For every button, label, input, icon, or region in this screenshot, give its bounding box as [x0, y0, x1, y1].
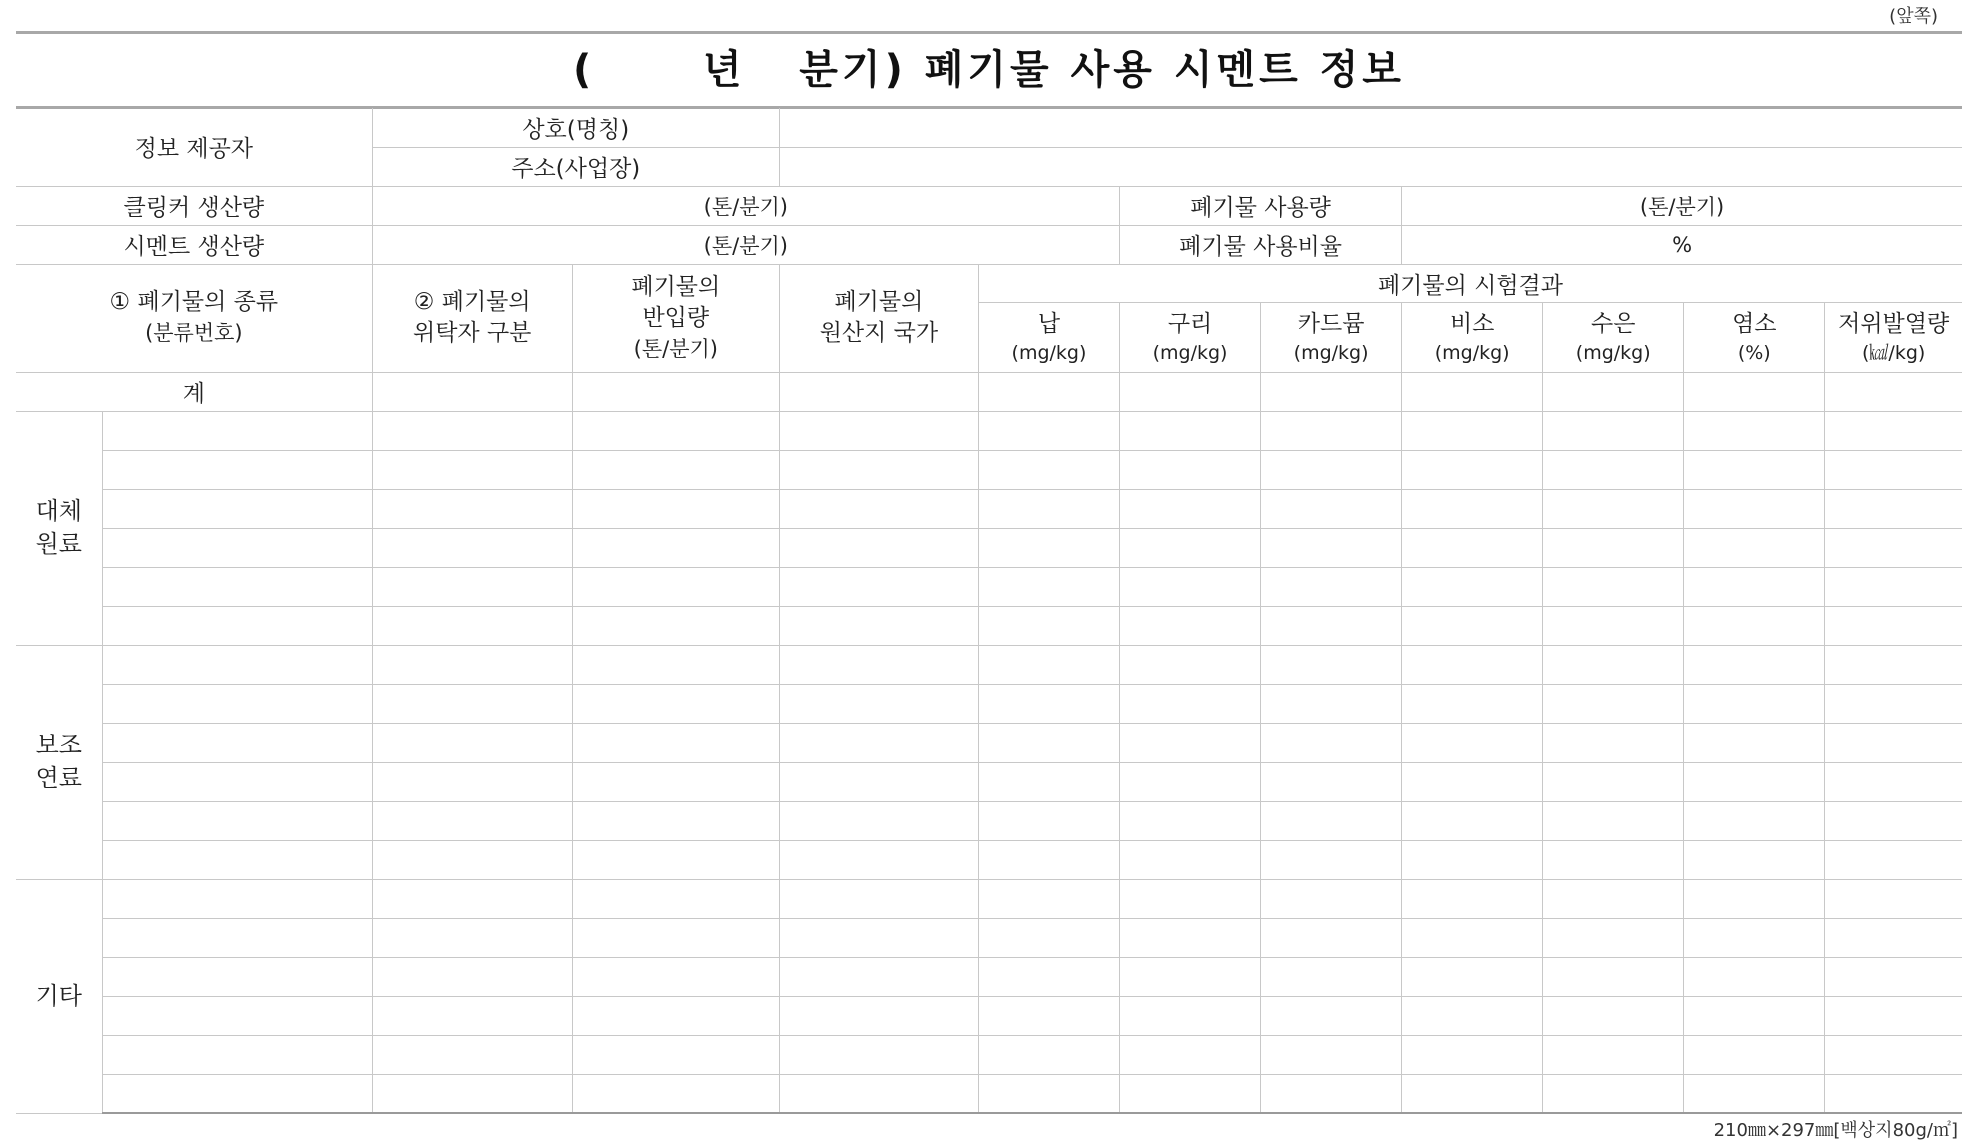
cell[interactable] — [1684, 450, 1825, 489]
cell[interactable] — [372, 879, 572, 918]
total-row — [16, 372, 1962, 411]
cell[interactable] — [1120, 879, 1261, 918]
cell[interactable] — [1825, 879, 1962, 918]
cell[interactable] — [1120, 450, 1261, 489]
cell[interactable] — [779, 840, 978, 879]
cell[interactable] — [1120, 684, 1261, 723]
clinker-field[interactable] — [372, 186, 1119, 225]
cell[interactable] — [1684, 606, 1825, 645]
cell[interactable] — [1825, 957, 1962, 996]
cell[interactable] — [1543, 996, 1684, 1035]
intake-header-line1: 폐기물의 — [631, 273, 721, 300]
cell[interactable] — [372, 840, 572, 879]
cell[interactable] — [1120, 489, 1261, 528]
table-row — [16, 567, 1962, 606]
category-aux-fuel: 보조 연료 — [16, 645, 102, 879]
cell[interactable] — [1261, 684, 1402, 723]
cell[interactable] — [102, 411, 372, 450]
cell[interactable] — [1684, 1035, 1825, 1074]
cell[interactable] — [1825, 684, 1962, 723]
cell[interactable] — [1543, 762, 1684, 801]
cell[interactable] — [978, 645, 1119, 684]
cell[interactable] — [1402, 762, 1543, 801]
page-side-note: (앞쪽) — [1889, 6, 1938, 27]
cell[interactable] — [1543, 957, 1684, 996]
cell[interactable] — [102, 645, 372, 684]
cell[interactable] — [1402, 528, 1543, 567]
cell[interactable] — [1261, 606, 1402, 645]
cell[interactable] — [1684, 372, 1825, 411]
waste-usage-label: 폐기물 사용량 — [1120, 186, 1402, 225]
test-arsenic-header: 비소 (mg/kg) — [1402, 302, 1543, 372]
cell[interactable] — [1825, 801, 1962, 840]
cell[interactable] — [1120, 801, 1261, 840]
category-alt-raw: 대체 원료 — [16, 411, 102, 645]
test-copper-header: 구리 (mg/kg) — [1120, 302, 1261, 372]
cell[interactable] — [572, 801, 779, 840]
cell[interactable] — [978, 567, 1119, 606]
cell[interactable] — [372, 450, 572, 489]
table-row — [16, 411, 1962, 450]
cell[interactable] — [1825, 723, 1962, 762]
cell[interactable] — [372, 645, 572, 684]
cell[interactable] — [1543, 801, 1684, 840]
table-row — [16, 879, 1962, 918]
cell[interactable] — [1684, 996, 1825, 1035]
cell[interactable] — [1402, 1035, 1543, 1074]
cell[interactable] — [1261, 372, 1402, 411]
cell[interactable] — [1684, 879, 1825, 918]
cell[interactable] — [1402, 996, 1543, 1035]
cell[interactable] — [102, 801, 372, 840]
cell[interactable] — [779, 489, 978, 528]
cell[interactable] — [1261, 957, 1402, 996]
cell[interactable] — [372, 411, 572, 450]
cell[interactable] — [1120, 840, 1261, 879]
cell[interactable] — [572, 840, 779, 879]
cell[interactable] — [978, 879, 1119, 918]
table-row — [16, 489, 1962, 528]
cell[interactable] — [1402, 957, 1543, 996]
cell[interactable] — [102, 567, 372, 606]
cement-label: 시멘트 생산량 — [16, 225, 372, 264]
waste-type-header-line2: (분류번호) — [145, 321, 243, 345]
cell[interactable] — [1261, 567, 1402, 606]
cell[interactable] — [1684, 411, 1825, 450]
cell[interactable] — [1261, 879, 1402, 918]
cell[interactable] — [1543, 645, 1684, 684]
cell[interactable] — [1261, 489, 1402, 528]
cell[interactable] — [1684, 840, 1825, 879]
cell[interactable] — [372, 372, 572, 411]
waste-usage-field[interactable] — [1402, 186, 1962, 225]
cell[interactable] — [1261, 723, 1402, 762]
cell[interactable] — [779, 567, 978, 606]
waste-ratio-field[interactable] — [1402, 225, 1962, 264]
cell[interactable] — [1825, 528, 1962, 567]
cell[interactable] — [1120, 957, 1261, 996]
cell[interactable] — [572, 762, 779, 801]
cell[interactable] — [1684, 645, 1825, 684]
cell[interactable] — [1402, 606, 1543, 645]
cell[interactable] — [1543, 372, 1684, 411]
cell[interactable] — [1543, 1074, 1684, 1113]
cell[interactable] — [1261, 1074, 1402, 1113]
cell[interactable] — [372, 723, 572, 762]
waste-ratio-unit: % — [1672, 232, 1693, 257]
cell[interactable] — [1120, 996, 1261, 1035]
cell[interactable] — [372, 1074, 572, 1113]
cell[interactable] — [978, 684, 1119, 723]
cell[interactable] — [978, 840, 1119, 879]
cell[interactable] — [1543, 606, 1684, 645]
cell[interactable] — [1684, 684, 1825, 723]
cell[interactable] — [978, 762, 1119, 801]
cell[interactable] — [978, 450, 1119, 489]
provider-label: 정보 제공자 — [16, 108, 372, 186]
cell[interactable] — [779, 957, 978, 996]
table-row — [16, 1035, 1962, 1074]
cell[interactable] — [1120, 723, 1261, 762]
clinker-label: 클링커 생산량 — [16, 186, 372, 225]
cell[interactable] — [572, 957, 779, 996]
cell[interactable] — [372, 528, 572, 567]
cell[interactable] — [1402, 567, 1543, 606]
consignor-header — [372, 264, 572, 372]
table-row — [16, 1074, 1962, 1113]
cell[interactable] — [102, 723, 372, 762]
top-rule — [16, 31, 1962, 34]
cell[interactable] — [1120, 528, 1261, 567]
cell[interactable] — [572, 489, 779, 528]
cell[interactable] — [779, 1035, 978, 1074]
cell[interactable] — [779, 528, 978, 567]
intake-header-unit: (톤/분기) — [633, 336, 718, 361]
cell[interactable] — [1684, 723, 1825, 762]
table-row — [16, 957, 1962, 996]
cell[interactable] — [572, 567, 779, 606]
paper-spec-note: 210㎜×297㎜[백상지80g/㎡] — [1713, 1120, 1958, 1141]
cell[interactable] — [1120, 372, 1261, 411]
table-row — [16, 684, 1962, 723]
cell[interactable] — [978, 1074, 1119, 1113]
cell[interactable] — [572, 1074, 779, 1113]
cell[interactable] — [978, 372, 1119, 411]
cell[interactable] — [1684, 801, 1825, 840]
cell[interactable] — [372, 918, 572, 957]
cell[interactable] — [1402, 450, 1543, 489]
cell[interactable] — [779, 801, 978, 840]
cell[interactable] — [372, 1035, 572, 1074]
origin-header-line1: 폐기물의 — [834, 289, 924, 315]
cell[interactable] — [1684, 567, 1825, 606]
cell[interactable] — [372, 957, 572, 996]
table-row — [16, 918, 1962, 957]
cell[interactable] — [102, 528, 372, 567]
table-row — [16, 762, 1962, 801]
address-field[interactable] — [779, 147, 1962, 186]
cell[interactable] — [572, 450, 779, 489]
table-row — [16, 801, 1962, 840]
cell[interactable] — [1402, 723, 1543, 762]
cell[interactable] — [372, 996, 572, 1035]
cell[interactable] — [1402, 879, 1543, 918]
cell[interactable] — [1825, 606, 1962, 645]
cell[interactable] — [1543, 567, 1684, 606]
cell[interactable] — [372, 762, 572, 801]
cell[interactable] — [1684, 528, 1825, 567]
cell[interactable] — [1261, 411, 1402, 450]
cell[interactable] — [1825, 918, 1962, 957]
cell[interactable] — [372, 801, 572, 840]
cell[interactable] — [779, 996, 978, 1035]
cell[interactable] — [1825, 645, 1962, 684]
cell[interactable] — [572, 372, 779, 411]
cell[interactable] — [1261, 840, 1402, 879]
cell[interactable] — [1825, 996, 1962, 1035]
table-row — [16, 996, 1962, 1035]
cell[interactable] — [779, 684, 978, 723]
cell[interactable] — [1543, 528, 1684, 567]
cell[interactable] — [372, 606, 572, 645]
cell[interactable] — [572, 528, 779, 567]
cell[interactable] — [1825, 372, 1962, 411]
origin-header — [779, 264, 978, 372]
cell[interactable] — [1261, 1035, 1402, 1074]
table-row — [16, 528, 1962, 567]
cell[interactable] — [572, 918, 779, 957]
cell[interactable] — [572, 723, 779, 762]
category-other: 기타 — [16, 879, 102, 1113]
cell[interactable] — [779, 1074, 978, 1113]
cell[interactable] — [1543, 840, 1684, 879]
cell[interactable] — [1684, 762, 1825, 801]
cell[interactable] — [1261, 801, 1402, 840]
cell[interactable] — [1543, 1035, 1684, 1074]
cell[interactable] — [1543, 684, 1684, 723]
cell[interactable] — [572, 606, 779, 645]
cell[interactable] — [1825, 1035, 1962, 1074]
cell[interactable] — [978, 918, 1119, 957]
cell[interactable] — [372, 489, 572, 528]
cell[interactable] — [1825, 567, 1962, 606]
cell[interactable] — [572, 879, 779, 918]
table-row — [16, 606, 1962, 645]
cell[interactable] — [978, 1035, 1119, 1074]
cell[interactable] — [1402, 840, 1543, 879]
waste-type-header-line1: ① 폐기물의 종류 — [109, 289, 279, 315]
cell[interactable] — [102, 606, 372, 645]
consignor-header-line2: 위탁자 구분 — [413, 320, 532, 346]
cell[interactable] — [1120, 606, 1261, 645]
waste-ratio-label: 폐기물 사용비율 — [1120, 225, 1402, 264]
cell[interactable] — [102, 684, 372, 723]
cell[interactable] — [572, 996, 779, 1035]
cell[interactable] — [1261, 645, 1402, 684]
cell[interactable] — [1543, 879, 1684, 918]
table-row — [16, 723, 1962, 762]
intake-header — [572, 264, 779, 372]
test-calorific-header: 저위발열량 (㎉/kg) — [1825, 302, 1962, 372]
cell[interactable] — [102, 489, 372, 528]
cell[interactable] — [102, 1035, 372, 1074]
cell[interactable] — [978, 411, 1119, 450]
cell[interactable] — [1825, 411, 1962, 450]
cell[interactable] — [102, 840, 372, 879]
cell[interactable] — [779, 762, 978, 801]
cell[interactable] — [1402, 411, 1543, 450]
cell[interactable] — [1261, 996, 1402, 1035]
cell[interactable] — [779, 372, 978, 411]
cell[interactable] — [779, 606, 978, 645]
address-label: 주소(사업장) — [372, 147, 779, 186]
cell[interactable] — [1120, 918, 1261, 957]
cell[interactable] — [1120, 567, 1261, 606]
cell[interactable] — [102, 879, 372, 918]
cell[interactable] — [1402, 684, 1543, 723]
cement-field[interactable] — [372, 225, 1119, 264]
intake-header-line2: 반입량 — [642, 304, 710, 331]
cell[interactable] — [1120, 411, 1261, 450]
clinker-unit: (톤/분기) — [703, 194, 788, 219]
cell[interactable] — [1402, 372, 1543, 411]
cell[interactable] — [372, 684, 572, 723]
cell[interactable] — [1261, 528, 1402, 567]
cell[interactable] — [102, 996, 372, 1035]
cell[interactable] — [1684, 489, 1825, 528]
cell[interactable] — [102, 957, 372, 996]
cell[interactable] — [978, 801, 1119, 840]
cell[interactable] — [572, 411, 779, 450]
cell[interactable] — [779, 723, 978, 762]
cell[interactable] — [1261, 450, 1402, 489]
cell[interactable] — [978, 957, 1119, 996]
form-title: ( 년 분기) 폐기물 사용 시멘트 정보 — [573, 47, 1405, 93]
test-results-header: 폐기물의 시험결과 — [978, 264, 1962, 302]
cell[interactable] — [1402, 801, 1543, 840]
origin-header-line2: 원산지 국가 — [819, 320, 939, 346]
cell[interactable] — [978, 723, 1119, 762]
cell[interactable] — [779, 879, 978, 918]
cement-unit: (톤/분기) — [703, 233, 788, 258]
test-mercury-header: 수은 (mg/kg) — [1543, 302, 1684, 372]
name-label: 상호(명칭) — [372, 108, 779, 147]
cell[interactable] — [1825, 489, 1962, 528]
cell[interactable] — [1543, 723, 1684, 762]
cell[interactable] — [1543, 411, 1684, 450]
cell[interactable] — [1543, 918, 1684, 957]
cell[interactable] — [779, 645, 978, 684]
cell[interactable] — [1825, 762, 1962, 801]
consignor-header-line1: ② 폐기물의 — [413, 289, 531, 315]
cell[interactable] — [1684, 957, 1825, 996]
table-row — [16, 840, 1962, 879]
cell[interactable] — [1543, 450, 1684, 489]
cell[interactable] — [1402, 645, 1543, 684]
cell[interactable] — [1120, 1035, 1261, 1074]
cell[interactable] — [1402, 489, 1543, 528]
cell[interactable] — [572, 645, 779, 684]
table-row — [16, 645, 1962, 684]
cell[interactable] — [1261, 762, 1402, 801]
cell[interactable] — [372, 567, 572, 606]
name-field[interactable] — [779, 108, 1962, 147]
cell[interactable] — [779, 918, 978, 957]
cell[interactable] — [1825, 840, 1962, 879]
cell[interactable] — [1825, 1074, 1962, 1113]
cell[interactable] — [1402, 1074, 1543, 1113]
cell[interactable] — [102, 762, 372, 801]
waste-usage-unit: (톤/분기) — [1639, 194, 1725, 219]
cell[interactable] — [779, 450, 978, 489]
table-row — [16, 450, 1962, 489]
cell[interactable] — [102, 450, 372, 489]
total-label: 계 — [16, 372, 372, 411]
cell[interactable] — [978, 996, 1119, 1035]
test-cadmium-header: 카드뮴 (mg/kg) — [1261, 302, 1402, 372]
waste-type-header — [16, 264, 372, 372]
cell[interactable] — [102, 1074, 372, 1113]
test-lead-header: 납 (mg/kg) — [978, 302, 1119, 372]
cell[interactable] — [1120, 1074, 1261, 1113]
cell[interactable] — [779, 411, 978, 450]
cell[interactable] — [1261, 918, 1402, 957]
cell[interactable] — [1120, 762, 1261, 801]
cell[interactable] — [572, 684, 779, 723]
cell[interactable] — [978, 528, 1119, 567]
cell[interactable] — [1684, 918, 1825, 957]
form-table — [16, 108, 1962, 1114]
test-chlorine-header: 염소 (%) — [1684, 302, 1825, 372]
cell[interactable] — [102, 918, 372, 957]
cell[interactable] — [1120, 645, 1261, 684]
cell[interactable] — [1402, 918, 1543, 957]
cell[interactable] — [978, 489, 1119, 528]
cell[interactable] — [572, 1035, 779, 1074]
cell[interactable] — [1825, 450, 1962, 489]
cell[interactable] — [978, 606, 1119, 645]
cell[interactable] — [1684, 1074, 1825, 1113]
cell[interactable] — [1543, 489, 1684, 528]
